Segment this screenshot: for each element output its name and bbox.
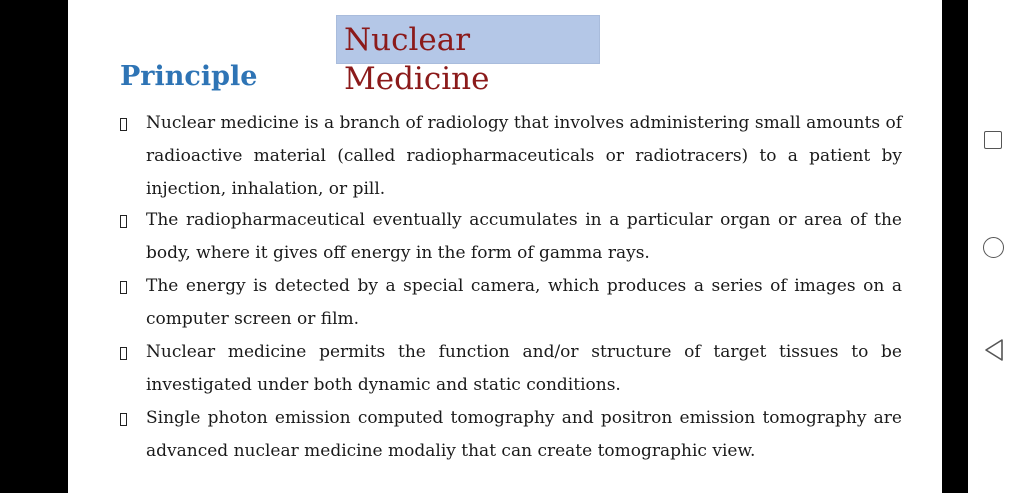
- nav-dark-divider: [942, 0, 968, 493]
- left-dark-edge: [0, 0, 68, 493]
- bullet-box-icon: [120, 281, 127, 294]
- slide-title-line2: Medicine: [344, 61, 490, 97]
- list-item-text: The radiopharmaceutical eventually accumulates in a particular organ or area of the body, where it gives off energy in the form of gamma rays.: [146, 210, 902, 263]
- list-item-text: The energy is detected by a special camera, which produces a series of images on a computer screen or film.: [146, 276, 902, 329]
- circle-icon[interactable]: [983, 237, 1004, 258]
- list-item-text: Nuclear medicine is a branch of radiology that involves administering small amounts of radioactive material (called radiopharmaceuticals or radiotracers) to a patient by injection, inhalation, or pill.: [146, 113, 902, 199]
- bullet-box-icon: [120, 347, 127, 360]
- slide-title-line1: Nuclear: [344, 22, 471, 58]
- bullet-box-icon: [120, 118, 127, 131]
- list-item-text: Single photon emission computed tomography and positron emission tomography are advanced nuclear medicine modaliy that can create tomographic view.: [146, 408, 902, 461]
- slide: [68, 0, 942, 493]
- section-heading: Principle: [120, 61, 258, 92]
- bullet-box-icon: [120, 413, 127, 426]
- list-item-text: Nuclear medicine permits the function and/or structure of target tissues to be investigated under both dynamic and static conditions.: [146, 342, 902, 395]
- square-icon[interactable]: [984, 131, 1002, 149]
- triangle-back-icon[interactable]: [983, 338, 1005, 362]
- bullet-box-icon: [120, 215, 127, 228]
